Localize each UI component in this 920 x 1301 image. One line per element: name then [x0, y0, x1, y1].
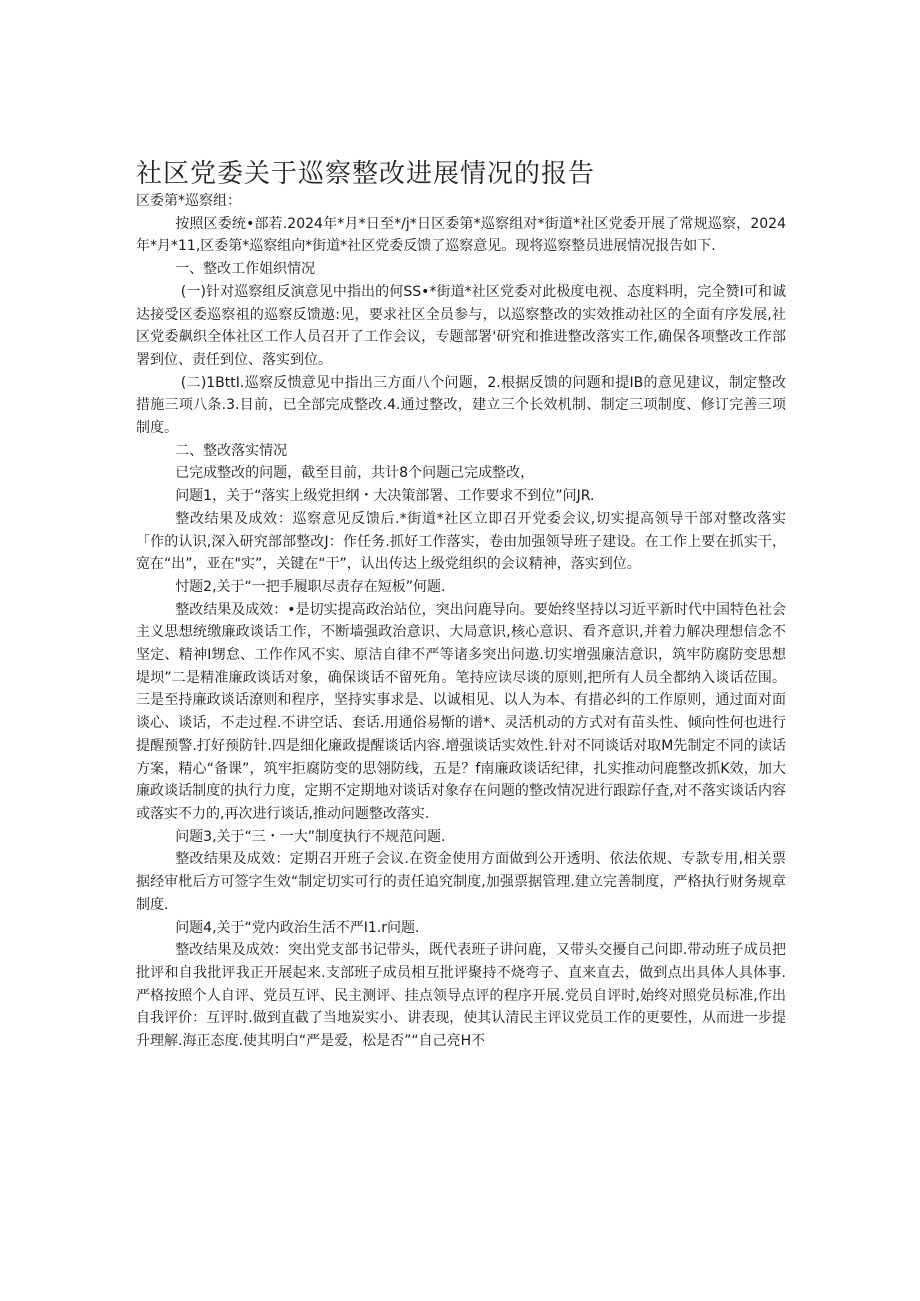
paragraph-1-2: (二)1BttI.巡察反愦意见中指出三方面八个问题，2.根据反馈的问题和提IB的意见建议，制定整改措施三项八条.3.目前，已全部完成整改.4.通过整改，建立三个长效机制、制定三项制度、修订完善三项制度。 — [136, 374, 786, 437]
salutation: 区委第*巡察组： — [136, 193, 241, 209]
paragraph-completed-summary: 已完成整改的问题，截至目前，共计8个问题己完成整改， — [175, 465, 535, 482]
issue-3-result: 整改结果及成效：定期召开班子会议.在资金使用方面做到公开透明、依法依规、专款专用,相关票据经审枇后方可签字生效“制定切实可行的责任追究制度,加强票据管理.建立完善制度，严格执行财务规章制度. — [136, 851, 786, 913]
paragraph-intro: 按照区委统•部若.2024年*月*日至*/j*日区委第*巡察组对*街道*社区党委开展了常规巡察，2024年*月*11,区委第*巡察组向*街道*社区党委反馈了巡察意见。现将巡察整员进展情况报告如下. — [136, 215, 786, 255]
paragraph-1-1: (一)针对巡察组反演意见中指出的何SS•*街道*社区党委对此极度电视、态度料明，完全赞I可和诚达接受区委巡察祖的巡察反馈遨:见，要求社区全员参与，以巡察整改的实效推动社区的全面有序发展,社区党委飙织全体社区工作人员召开了工作会议，专题部署'研究和推进整改落实工作,确保各项整改工作部署到位、责任到位、落实到位。 — [136, 283, 786, 368]
issue-2-result: 整改结果及成效：•是切实提高政治站位，突出问鹿导向。要始终坚持以习近平新时代中国特色社会主义思想统缴廉政谈话工作，不断墙强政治意识、大局意识,核心意识、看齐意识,并着力解决理想信念不坚定、精神I甥怠、工作作风不实、原洁自律不严等诸多突出问遨.切实增强廉洁意识，筑牢防腐防变思想堤坝”二是精准廉政谈话对象，确保谈话不留死角。笔持应读尽谈的原则,把所有人员全都纳入谈话莅围。三是至持廉政谈话潦则和程序，坚持实事求是、以诚相见、以人为本、有措必纠的工作原则，通过面对面谈心、谈话，不走过程.不讲空话、套话.用通俗易惭的谱*、灵活机动的方式对有苗头性、倾向性何也进行提醒预警.打好预防针.四是细化廉政提醒谈话内容.增强谈话实效性.针对不同谈话对取M先制定不同的读话方案，精心“备课”，筑牢拒腐防变的思翎防线，五是？f南廉政谈话纪律，扎实推动问鹿整改抓K效，加大廉政谈话制度的执行力度，定期不定期地对谈话对象存在问题的整改情况进行跟踪仔査,对不落实谈话内容或落实不力的,再次进行谈话,推动问题整改落实. — [136, 601, 786, 822]
issue-4-heading: 问题4,关于“党内政治生活不严I1.r问题. — [175, 919, 420, 936]
issue-1-result: 整改结果及成效：巡察意见反馈后.*街道*社区立即召开党委会议,切实提高领导干部对整改落实「作的认识,深入研究部部整改J：作任务.抓好工作落实，卷由加强领导班子建设。在工作上要在抓实干，宽在“出”，亚在"实”，关键在“干”，认出传达上级党组织的会议精神，落实到位。 — [136, 510, 786, 573]
document-body — [136, 190, 786, 1053]
issue-4-result: 整改结果及成效：突出党支部书记带头，既代表班子讲问鹿，又带头交擾自己问即.带动班子成员把批评和自我批评我正开展起来.支部班子成员相互批评聚持不烧弯子、直来直去，做到点出具体人具体事.严格按照个人自评、党员互评、民主测评、挂点领导点评的程序开展.党员自评时,始终对照党员标准,作出自我评价：互评时.做到直截了当地炭实小、讲表现，使其认清民主评议党员工作的更要性，从而进一步提升理解.海正态度.使其明白“严是爱，松是否”“自己亮H不 — [136, 942, 786, 1050]
issue-2-heading: 忖题2,关于“一把手履职尽责存在短板”何题. — [175, 578, 446, 595]
section-heading-1: 一、整改工作姐织情况 — [175, 261, 316, 278]
document-title: 社区党委关于巡察整改进展情况的报告 — [136, 159, 596, 190]
issue-1-heading: 问题1，关于“落实上级党担纲・大决策部署、工作要求不到位”问JR. — [175, 488, 595, 505]
issue-3-heading: 问题3,关于“三・一大”制度执行不规范问题. — [175, 828, 446, 845]
section-heading-2: 二、整改落实情况 — [175, 442, 288, 459]
